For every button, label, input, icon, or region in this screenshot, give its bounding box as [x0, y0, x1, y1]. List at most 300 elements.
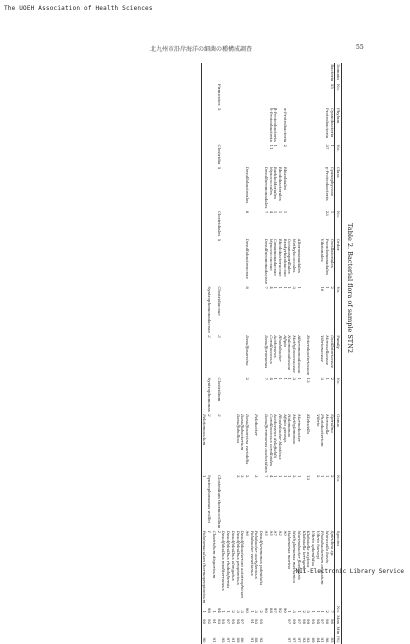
table-cell: 97: [320, 618, 326, 625]
table-cell: 91: [211, 637, 217, 643]
table-cell: 1: [221, 610, 227, 613]
table-cell: [235, 63, 240, 83]
table-cell: [277, 625, 282, 644]
table-cell: Bradyrhizobiaceae: [282, 238, 288, 277]
table-cell: β-Proteobacteria: [273, 107, 279, 142]
table-cell: [244, 63, 249, 83]
table-cell: [315, 285, 320, 334]
table-cell: [301, 83, 306, 107]
table-cell: 3: [254, 475, 260, 478]
table-cell: 1: [273, 286, 279, 289]
table-cell: [306, 63, 311, 83]
table-cell: 97: [273, 607, 279, 613]
table-cell: Myxococcales: [268, 166, 274, 195]
table-cell: Klebsiella terrigena: [301, 530, 307, 571]
table-cell: Halomonas marina: [287, 530, 293, 570]
table-cell: Vibrio: [315, 414, 321, 427]
table-row: [287, 63, 292, 644]
table-cell: 4: [268, 286, 274, 289]
table-cell: Firmicutes: [216, 83, 222, 106]
table-caption: Table 2. Bacterial flora of sample STN2: [346, 223, 354, 353]
table-cell: [230, 107, 235, 144]
table-cell: [258, 285, 263, 334]
table-cell: 89: [235, 637, 241, 643]
table-cell: Pelotomaculum thermopropionicum: [202, 530, 208, 604]
table-cell: [230, 83, 235, 107]
table-cell: 97: [240, 618, 246, 625]
table-cell: [201, 143, 206, 165]
table-cell: 7: [263, 377, 269, 381]
table-cell: δ-Proteobacteria: [268, 107, 274, 142]
table-cell: [225, 474, 230, 530]
table-cell: 3: [235, 610, 241, 613]
column-header: Species: [334, 529, 341, 604]
table-cell: 1: [282, 475, 288, 478]
table-cell: [258, 376, 263, 413]
table-cell: [310, 376, 315, 413]
table-cell: 97: [287, 637, 293, 643]
table-cell: [268, 614, 273, 625]
table-cell: [211, 63, 216, 83]
table-cell: Vibrionales: [320, 238, 326, 262]
table-cell: 5: [216, 107, 222, 111]
table-cell: [225, 143, 230, 165]
table-cell: [254, 166, 259, 210]
table-cell: [201, 210, 206, 238]
table-cell: Moraxella: [325, 414, 331, 435]
table-cell: [301, 285, 306, 334]
table-cell: [230, 474, 235, 530]
table-cell: Oscillatoriaceae: [329, 335, 335, 369]
table-cell: [201, 107, 206, 144]
table-cell: 90: [244, 607, 250, 613]
table-cell: Moraxellaceae: [325, 335, 331, 365]
table-cell: Desulfosarcina: [244, 335, 250, 366]
table-cell: [315, 63, 320, 83]
table-cell: 4: [268, 475, 274, 478]
column-header: Domain: [334, 63, 341, 83]
table-cell: [249, 210, 254, 238]
table-cell: [230, 63, 235, 83]
table-cell: 93: [254, 618, 260, 625]
table-cell: [225, 107, 230, 144]
table-cell: Desulfuromonas: [263, 335, 269, 369]
table-cell: Desulfuromonadales: [263, 166, 269, 209]
table-cell: 97: [296, 618, 302, 625]
table-cell: [301, 210, 306, 238]
table-cell: 2: [244, 475, 250, 478]
table-cell: [240, 63, 245, 83]
table-cell: [235, 166, 240, 210]
table-cell: 3: [240, 610, 246, 613]
table-cell: Rhizobiales: [282, 166, 288, 191]
table-cell: 1: [273, 377, 279, 381]
table-cell: 1: [329, 144, 335, 148]
table-cell: [230, 376, 235, 413]
table-cell: [310, 285, 315, 334]
table-cell: 1: [249, 610, 255, 613]
table-cell: [315, 210, 320, 238]
table-cell: 1: [315, 610, 321, 613]
table-cell: 1: [320, 610, 326, 613]
table-cell: 1: [278, 210, 283, 214]
table-cell: Desulfuromonas palmitatis: [259, 530, 265, 586]
table-cell: 3: [240, 475, 246, 478]
table-row: [201, 63, 206, 644]
table-cell: [225, 285, 230, 334]
table-cell: [258, 107, 263, 144]
table-cell: Pelotomaculum: [201, 413, 206, 474]
table-cell: Clostridium thermocellum: [216, 475, 222, 529]
table-cell: Clostridium disporicum: [211, 530, 217, 579]
table-cell: 97: [226, 637, 232, 643]
table-cell: [296, 63, 301, 83]
table-cell: Clostridiaceae: [216, 286, 222, 316]
column-header: No.: [334, 210, 341, 238]
table-cell: 2: [329, 377, 335, 381]
table-cell: [291, 166, 296, 210]
table-cell: [225, 166, 230, 210]
table-cell: [221, 237, 226, 285]
table-cell: 88: [254, 637, 260, 643]
table-cell: [216, 63, 221, 83]
table-cell: 1: [201, 605, 206, 614]
table-cell: 1: [273, 144, 279, 148]
table-cell: 2: [216, 530, 222, 534]
table-cell: 2: [282, 144, 288, 148]
table-cell: [225, 237, 230, 285]
table-cell: 1: [211, 610, 217, 613]
table-cell: [296, 107, 301, 144]
table-cell: Vibrio splendidus: [311, 530, 317, 567]
table-cell: Afipia: [282, 335, 288, 347]
table-cell: [291, 143, 296, 165]
table-cell: [306, 237, 311, 285]
table-row: [310, 63, 315, 644]
table-cell: Rhodobacter: [278, 335, 283, 362]
table-cell: 8: [244, 210, 250, 214]
table-cell: 7: [263, 286, 269, 289]
table-cell: 95: [263, 530, 269, 536]
table-cell: [291, 210, 296, 238]
footer-text: NII-Electronic Library Service: [295, 568, 404, 575]
table-cell: 13: [306, 377, 312, 383]
table-cell: [306, 107, 311, 144]
table-cell: 97: [296, 637, 302, 643]
table-cell: Methylomonas: [292, 414, 298, 444]
table-cell: 88: [268, 607, 274, 613]
table-cell: [201, 237, 206, 285]
table-cell: Proteobacteria: [325, 107, 331, 139]
table-cell: [235, 285, 240, 334]
table-cell: Spirulina sp.: [329, 530, 335, 557]
table-cell: Pelobacter acetylenicus: [254, 530, 260, 579]
table-cell: 97: [287, 618, 293, 625]
table-cell: 3: [235, 475, 241, 478]
table-cell: [244, 143, 249, 165]
table-cell: [211, 166, 216, 210]
table-cell: Syntrophomonas: [207, 377, 213, 412]
table-cell: [315, 83, 320, 107]
table-cell: [287, 63, 292, 83]
table-cell: Clostridia: [216, 144, 222, 165]
table-cell: Oscillatoriales: [329, 238, 335, 268]
table-cell: 1: [282, 377, 288, 381]
table-cell: 97: [226, 618, 232, 625]
table-cell: 2: [207, 335, 213, 338]
table-cell: 3: [292, 475, 298, 478]
table-cell: [273, 614, 278, 625]
table-cell: 95: [259, 618, 265, 625]
table-cell: [273, 625, 278, 644]
table-cell: 91: [249, 637, 255, 643]
table-cell: [244, 107, 249, 144]
table-cell: [244, 83, 249, 107]
table-cell: 3: [216, 335, 222, 338]
table-cell: 91: [320, 637, 326, 643]
table-cell: 95: [221, 637, 227, 643]
table-cell: Corallococcus: [268, 335, 274, 364]
table-cell: [249, 107, 254, 144]
table-cell: 5: [306, 610, 312, 613]
table-cell: Halomonas: [287, 414, 293, 437]
table-cell: [310, 166, 315, 210]
table-cell: 92: [278, 607, 283, 613]
table-cell: [249, 143, 254, 165]
table-cell: Desulfobulbus rhabdoformis: [226, 530, 232, 589]
table-cell: [254, 107, 259, 144]
table-cell: 97: [273, 530, 279, 536]
table-cell: [207, 63, 212, 83]
table-cell: 1: [287, 610, 293, 613]
table-cell: [310, 334, 315, 376]
table-cell: 2: [329, 475, 335, 478]
header-text: The UOEH Association of Health Sciences: [4, 5, 153, 12]
table-cell: 1: [278, 377, 283, 381]
table-cell: Desulfuromonadaceae: [263, 238, 269, 284]
table-cell: Methylococcales: [292, 238, 298, 273]
table-cell: 3: [320, 377, 326, 381]
table-cell: 4: [268, 210, 274, 214]
table-cell: 84: [315, 637, 321, 643]
table-cell: 96: [244, 530, 250, 536]
table-cell: [277, 63, 282, 83]
table-cell: 95: [230, 618, 236, 625]
table-cell: [201, 166, 206, 210]
table-cell: 1: [325, 286, 331, 289]
table-cell: Rhodobacter blasticus: [278, 414, 283, 460]
table-cell: [310, 210, 315, 238]
table-cell: [310, 474, 315, 530]
table-cell: 1: [273, 475, 279, 478]
table-cell: [207, 210, 212, 238]
table-cell: 95: [221, 618, 227, 625]
table-cell: Pelobacter venetianus: [249, 530, 255, 576]
table-cell: [258, 83, 263, 107]
table-cell: 95: [268, 530, 274, 536]
table-cell: 7: [263, 475, 269, 478]
table-cell: 1: [287, 286, 293, 289]
table-cell: Marinobacter: [296, 414, 302, 442]
table-cell: Pelobacter: [254, 414, 260, 436]
table-cell: [240, 107, 245, 144]
table-cell: [240, 376, 245, 413]
table-cell: [306, 83, 311, 107]
table-cell: 93: [216, 618, 222, 625]
table-cell: 89: [311, 637, 317, 643]
table-cell: [310, 83, 315, 107]
table-cell: 1: [207, 530, 213, 534]
table-cell: [235, 83, 240, 107]
page-number: 55: [356, 44, 364, 51]
table-cell: [268, 63, 273, 83]
table-cell: 3: [254, 610, 260, 613]
table-cell: [216, 625, 221, 644]
table-cell: 55: [329, 83, 335, 89]
table-cell: [225, 334, 230, 376]
table-cell: Vibrio harveyi: [315, 530, 321, 560]
table-cell: [225, 83, 230, 107]
table-cell: [310, 143, 315, 165]
table-cell: [225, 376, 230, 413]
table-cell: 7: [329, 610, 335, 613]
table-cell: Myxococcaceae: [268, 238, 274, 271]
table-cell: Bacteria: [329, 64, 335, 82]
table-cell: Enterobacteriaceae: [306, 335, 312, 376]
table-cell: [254, 334, 259, 376]
table-cell: 90: [282, 530, 288, 536]
table-cell: 1: [325, 377, 331, 381]
table-cell: [291, 63, 296, 83]
table-cell: [221, 413, 226, 474]
table-cell: 99: [292, 618, 298, 625]
table-cell: 3: [216, 414, 222, 417]
table-header-row: [334, 63, 341, 644]
table-cell: [310, 63, 315, 83]
table-cell: 1: [273, 210, 279, 214]
table-cell: 7: [263, 210, 269, 214]
table-cell: [320, 83, 325, 107]
table-cell: [296, 143, 301, 165]
table-cell: 1: [278, 475, 283, 478]
table-cell: [235, 334, 240, 376]
table-cell: 85: [329, 637, 335, 643]
table-cell: Acidovorax: [273, 335, 279, 358]
table-cell: Alteromonadales: [296, 238, 302, 273]
table-cell: [207, 237, 212, 285]
table-cell: 1: [278, 286, 283, 289]
table-cell: [263, 83, 268, 107]
table-cell: Desulfobulbus elongatus: [230, 530, 236, 581]
table-cell: Klebsiella oxytoca: [306, 530, 312, 568]
column-header: No.: [334, 285, 341, 334]
column-header: Family: [334, 334, 341, 376]
table-cell: Photobacterium angustum: [320, 530, 326, 585]
table-cell: [249, 474, 254, 530]
table-cell: Burkholderiales: [273, 166, 279, 200]
table-cell: 2: [301, 610, 307, 613]
table-cell: [320, 63, 325, 83]
table-cell: [225, 413, 230, 474]
table-cell: 1: [320, 475, 326, 478]
table-cell: [306, 166, 311, 210]
table-cell: [249, 83, 254, 107]
table-cell: Acidovorax delafieldii: [273, 414, 279, 459]
table-cell: 1: [296, 475, 302, 478]
table-cell: [296, 83, 301, 107]
table-cell: 96: [329, 618, 335, 625]
table-cell: [230, 285, 235, 334]
column-header: Min (%): [336, 626, 342, 643]
table-cell: 2: [259, 610, 265, 613]
table-cell: γ-Proteobacteria: [325, 166, 331, 201]
table-cell: [291, 107, 296, 144]
table-cell: [207, 83, 212, 107]
table-cell: [207, 143, 212, 165]
table-cell: [235, 143, 240, 165]
table-cell: 5: [216, 166, 222, 170]
table-cell: 1: [296, 377, 302, 381]
bacterial-flora-table: [201, 63, 342, 644]
table-cell: Pseudomonadales: [325, 238, 331, 276]
table-cell: [315, 143, 320, 165]
table-cell: Syntrophomonadaceae: [207, 286, 213, 333]
table-cell: Desulfosarcina variabilis: [244, 414, 250, 465]
table-cell: 2: [244, 377, 250, 381]
table-cell: [273, 63, 278, 83]
table-cell: 98: [325, 637, 331, 643]
table-cell: 92: [278, 530, 283, 536]
table-cell: [254, 210, 259, 238]
table-cell: [301, 474, 306, 530]
column-header: No.: [334, 83, 341, 107]
column-header: Order: [334, 237, 341, 285]
table-cell: [301, 376, 306, 413]
table-cell: 95: [311, 618, 317, 625]
table-cell: [201, 83, 206, 107]
column-header: No.: [334, 474, 341, 530]
column-header: Genus: [334, 413, 341, 474]
table-cell: [240, 285, 245, 334]
table-cell: 1: [201, 474, 206, 530]
table-cell: 8: [244, 286, 250, 289]
table-cell: [306, 210, 311, 238]
table-cell: [225, 210, 230, 238]
table-cell: [201, 63, 206, 83]
table-cell: 13: [306, 475, 312, 481]
table-cell: [207, 166, 212, 210]
table-cell: [301, 166, 306, 210]
table-cell: Methylomonas methanica: [292, 530, 298, 583]
table-cell: 90: [263, 607, 269, 613]
table-cell: Methylococcaceae: [292, 335, 298, 373]
table-cell: Rhodobacteraceae: [278, 238, 283, 277]
table-cell: 1: [282, 286, 288, 289]
table-cell: [201, 334, 206, 376]
table-cell: [310, 107, 315, 144]
column-header: Class: [334, 166, 341, 210]
table-cell: [254, 63, 259, 83]
table-cell: [282, 63, 287, 83]
table-cell: 16: [320, 286, 326, 292]
table-cell: 93: [306, 637, 312, 643]
table-cell: 23: [325, 210, 331, 216]
column-header: Phylum: [334, 107, 341, 144]
table-cell: [315, 166, 320, 210]
table-cell: [235, 237, 240, 285]
table-cell: Photobacterium: [320, 414, 326, 447]
table-cell: Klebsiella: [306, 414, 312, 435]
